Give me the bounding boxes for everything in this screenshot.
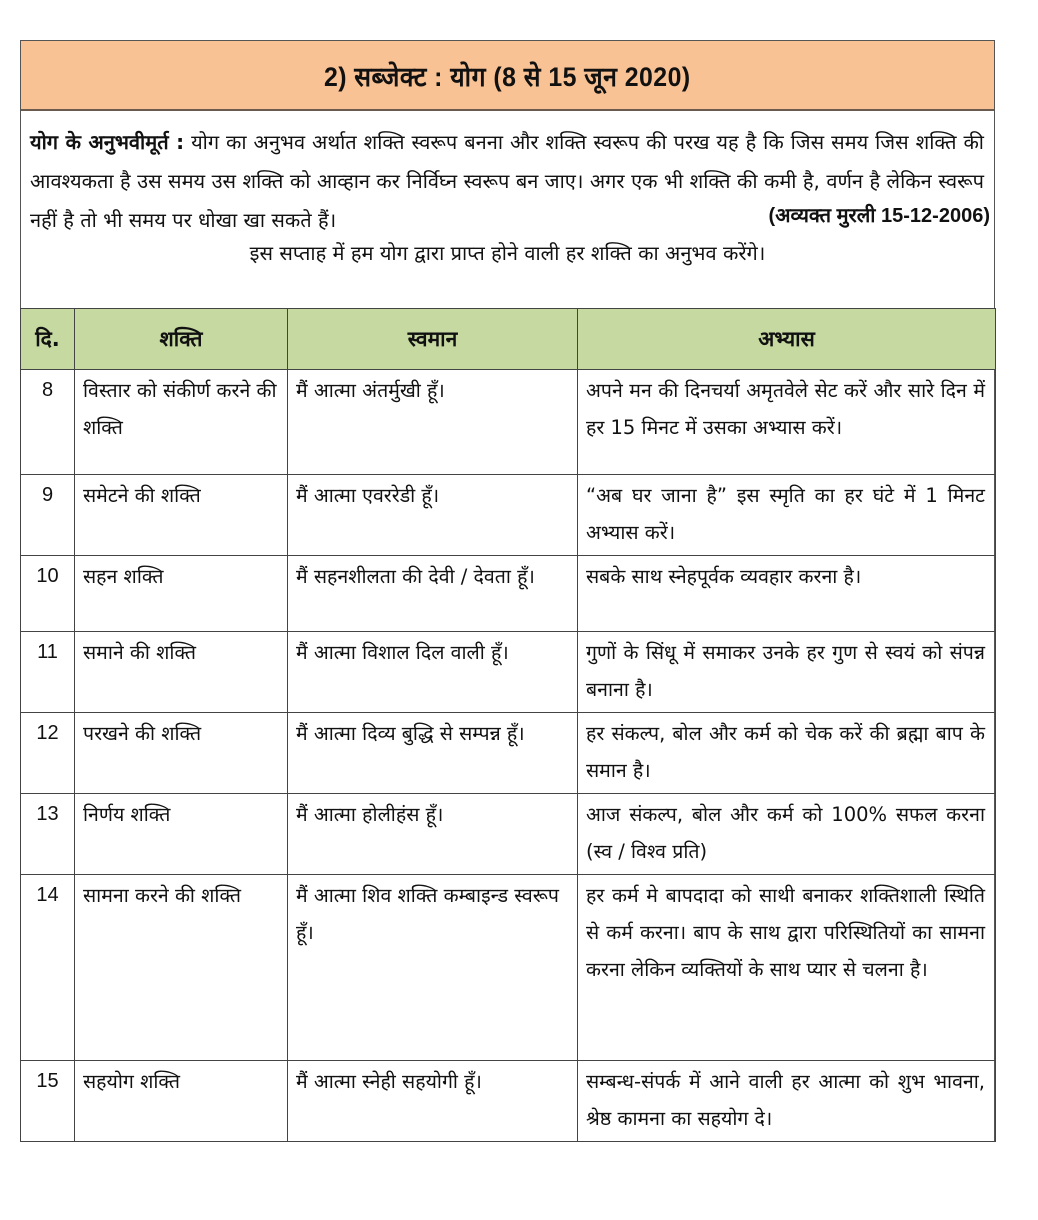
table-row [21, 713, 996, 794]
header-power: शक्ति [75, 309, 288, 370]
cell-swaman: मैं आत्मा स्नेही सहयोगी हूँ। [288, 1061, 578, 1142]
table-header-row [21, 309, 996, 370]
cell-practice: गुणों के सिंधू में समाकर उनके हर गुण से स्वयं को संपन्न बनाना है। [578, 632, 996, 713]
week-note: इस सप्ताह में हम योग द्वारा प्राप्त होने वाली हर शक्ति का अनुभव करेंगे। [249, 241, 766, 265]
header-swaman: स्वमान [288, 309, 578, 370]
cell-practice: हर कर्म मे बापदादा को साथी बनाकर शक्तिशाली स्थिति से कर्म करना। बाप के साथ द्वारा परिस्थितियों का सामना करना लेकिन व्यक्तियों के साथ प्यार से चलना है। [578, 875, 996, 1061]
cell-practice: अपने मन की दिनचर्या अमृतवेले सेट करें और सारे दिन में हर 15 मिनट में उसका अभ्यास करें। [578, 370, 996, 475]
cell-power: समेटने की शक्ति [75, 475, 288, 556]
cell-power: सामना करने की शक्ति [75, 875, 288, 1061]
cell-swaman: मैं आत्मा एवररेडी हूँ। [288, 475, 578, 556]
intro-body: योग का अनुभव अर्थात शक्ति स्वरूप बनना और शक्ति स्वरूप की परख यह है कि जिस समय जिस शक्ति की आवश्यकता है उस समय उस शक्ति को आव्हान कर निर्विघ्न स्वरूप बन जाए। अगर एक भी शक्ति की कमी है, वर्णन है लेकिन स्वरूप नहीं है तो भी समय पर धोखा खा सकते हैं। [30, 130, 984, 232]
cell-day: 8 [21, 370, 75, 475]
source-citation: (अव्यक्त मुरली 15-12-2006) [768, 205, 990, 227]
cell-practice: सम्बन्ध-संपर्क में आने वाली हर आत्मा को शुभ भावना, श्रेष्ठ कामना का सहयोग दे। [578, 1061, 996, 1142]
cell-swaman: मैं सहनशीलता की देवी / देवता हूँ। [288, 556, 578, 632]
cell-power: विस्तार को संकीर्ण करने की शक्ति [75, 370, 288, 475]
table-row [21, 794, 996, 875]
cell-swaman: मैं आत्मा शिव शक्ति कम्बाइन्ड स्वरूप हूँ। [288, 875, 578, 1061]
page-title: 2) सब्जेक्ट : योग (8 से 15 जून 2020) [324, 61, 691, 92]
powers-table [20, 308, 996, 1142]
cell-power: समाने की शक्ति [75, 632, 288, 713]
cell-day: 10 [21, 556, 75, 632]
table-row [21, 632, 996, 713]
table-row [21, 475, 996, 556]
cell-power: निर्णय शक्ति [75, 794, 288, 875]
cell-day: 15 [21, 1061, 75, 1142]
cell-swaman: मैं आत्मा अंतर्मुखी हूँ। [288, 370, 578, 475]
table-row [21, 875, 996, 1061]
cell-day: 12 [21, 713, 75, 794]
cell-practice: हर संकल्प, बोल और कर्म को चेक करें की ब्रह्मा बाप के समान है। [578, 713, 996, 794]
cell-practice: सबके साथ स्नेहपूर्वक व्यवहार करना है। [578, 556, 996, 632]
cell-power: परखने की शक्ति [75, 713, 288, 794]
cell-swaman: मैं आत्मा विशाल दिल वाली हूँ। [288, 632, 578, 713]
cell-power: सहन शक्ति [75, 556, 288, 632]
cell-swaman: मैं आत्मा दिव्य बुद्धि से सम्पन्न हूँ। [288, 713, 578, 794]
cell-practice: “अब घर जाना है” इस स्मृति का हर घंटे में 1 मिनट अभ्यास करें। [578, 475, 996, 556]
title-banner [21, 40, 994, 111]
cell-day: 14 [21, 875, 75, 1061]
cell-day: 13 [21, 794, 75, 875]
header-practice: अभ्यास [578, 309, 996, 370]
cell-day: 9 [21, 475, 75, 556]
cell-power: सहयोग शक्ति [75, 1061, 288, 1142]
table-row [21, 370, 996, 475]
table-row [21, 1061, 996, 1142]
header-day: दि. [21, 309, 75, 370]
cell-swaman: मैं आत्मा होलीहंस हूँ। [288, 794, 578, 875]
table-row [21, 556, 996, 632]
intro-lead: योग के अनुभवीमूर्त : [30, 130, 185, 154]
yoga-schedule-document [20, 40, 995, 1142]
cell-practice: आज संकल्प, बोल और कर्म को 100% सफल करना (स्व / विश्व प्रति) [578, 794, 996, 875]
cell-day: 11 [21, 632, 75, 713]
